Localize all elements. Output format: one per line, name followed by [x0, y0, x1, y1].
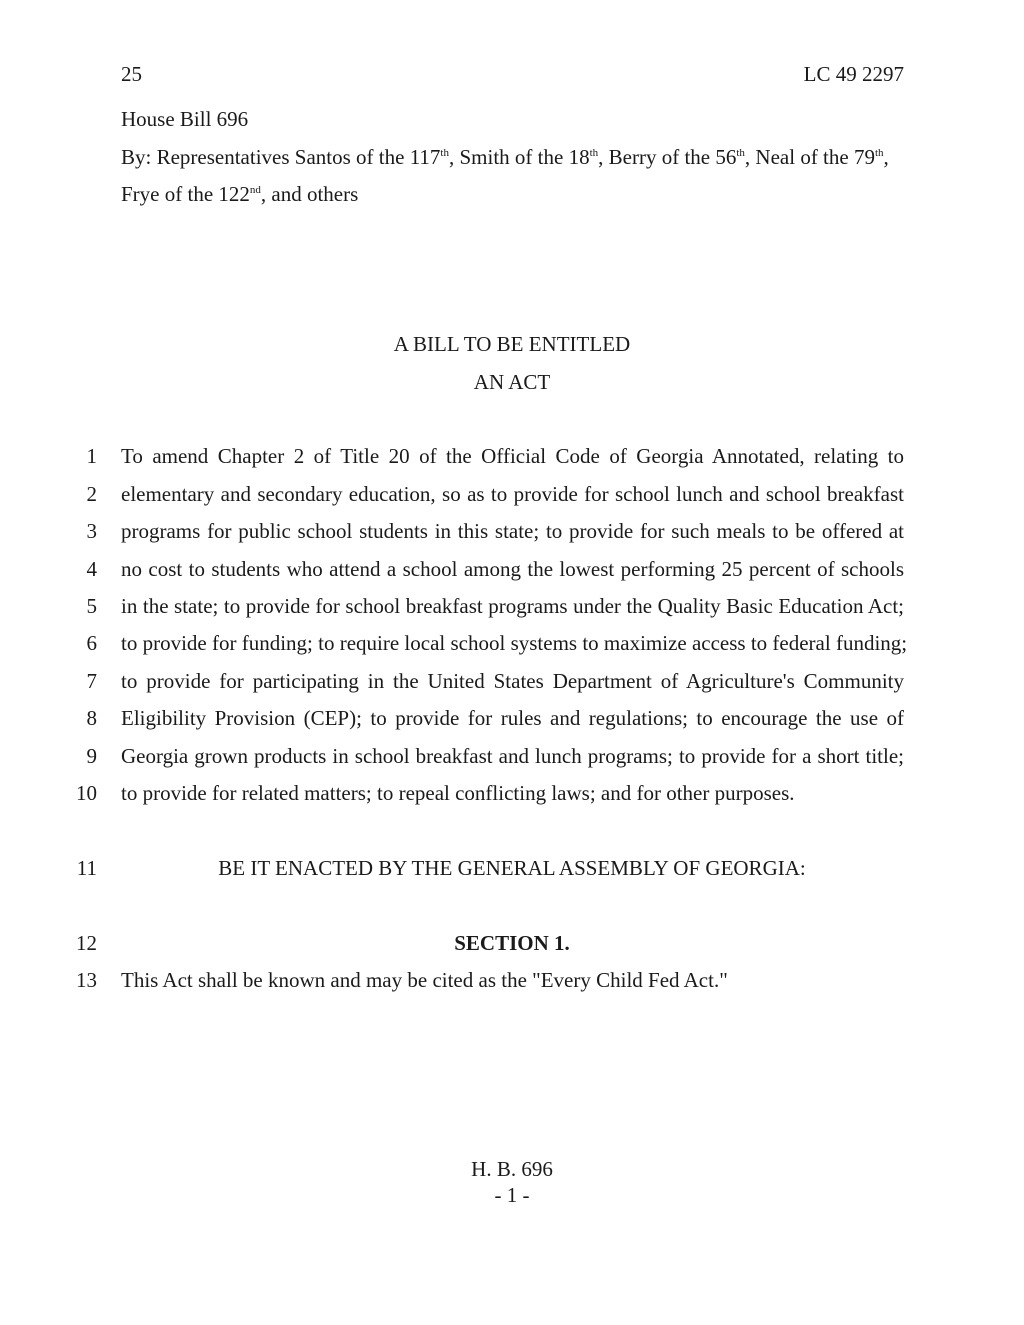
line-number: 3 [86, 519, 97, 543]
line-text: to provide for related matters; to repeal conflicting laws; and for other purposes. [121, 781, 795, 805]
line-number: 7 [86, 669, 97, 693]
line-text: To amend Chapter 2 of Title 20 of the Official Code of Georgia Annotated, relating to [121, 444, 904, 468]
line-number: 4 [86, 557, 97, 581]
section-heading: SECTION 1. [454, 931, 570, 955]
enacting-clause: BE IT ENACTED BY THE GENERAL ASSEMBLY OF GEORGIA: [218, 856, 806, 880]
header-lc-number: LC 49 2297 [803, 62, 904, 86]
sponsors-text: , [883, 145, 889, 169]
footer-page-number: - 1 - [494, 1183, 530, 1207]
sponsors-line-1 [121, 145, 889, 170]
sponsors-text: , Berry of the 56 [598, 145, 737, 169]
line-number: 6 [86, 631, 97, 655]
ordinal-suffix: th [874, 147, 884, 159]
bill-title-line-1: A BILL TO BE ENTITLED [393, 332, 631, 356]
line-number: 5 [86, 594, 97, 618]
ordinal-suffix: th [736, 147, 745, 159]
bill-title-line-2: AN ACT [473, 370, 551, 394]
footer-bill-reference: H. B. 696 [471, 1157, 553, 1181]
ordinal-suffix: th [589, 147, 599, 159]
line-number: 2 [86, 482, 97, 506]
sponsors-text: , Neal of the 79 [744, 145, 875, 169]
line-text: to provide for funding; to require local school systems to maximize access to federal funding; [121, 631, 908, 655]
line-text: no cost to students who attend a school among the lowest performing 25 percent of schools [121, 557, 904, 581]
line-number: 9 [86, 744, 97, 768]
section-body-text: This Act shall be known and may be cited as the "Every Child Fed Act." [121, 968, 728, 992]
sponsors-text: , and others [260, 182, 359, 206]
header-left-code: 25 [121, 62, 142, 86]
line-number: 10 [76, 781, 97, 805]
line-number: 1 [86, 444, 97, 468]
bill-name: House Bill 696 [121, 107, 249, 131]
ordinal-suffix: th [440, 147, 449, 159]
sponsors-text: Frye of the 122 [121, 182, 250, 206]
line-number: 11 [76, 856, 97, 880]
line-text: Eligibility Provision (CEP); to provide for rules and regulations; to encourage the use of [121, 706, 904, 730]
sponsors-text: , Smith of the 18 [448, 145, 590, 169]
ordinal-suffix: nd [249, 184, 261, 196]
line-text: elementary and secondary education, so as to provide for school lunch and school breakfast [121, 482, 904, 506]
line-number: 8 [86, 706, 97, 730]
sponsors-text: By: Representatives Santos of the 117 [121, 145, 441, 169]
line-text: to provide for participating in the United States Department of Agriculture's Community [121, 669, 904, 693]
line-text: programs for public school students in this state; to provide for such meals to be offered at [121, 519, 904, 543]
sponsors-line-2 [121, 182, 358, 207]
line-text: Georgia grown products in school breakfast and lunch programs; to provide for a short title; [121, 744, 904, 768]
line-number: 12 [76, 931, 97, 955]
line-text: in the state; to provide for school breakfast programs under the Quality Basic Education Act; [121, 594, 904, 618]
line-number: 13 [76, 968, 97, 992]
